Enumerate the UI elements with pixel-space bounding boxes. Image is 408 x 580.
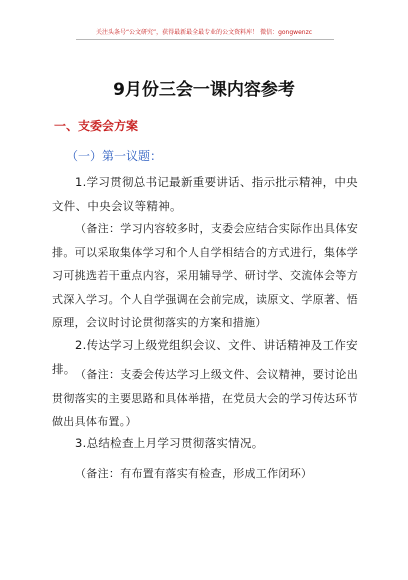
item-1-note: （备注：学习内容较多时，支委会应结合实际作出具体安排。可以采取集体学习和个人自学相结合的方式进行，集体学习可挑选若干重点内容，采用辅导学、研讨学、交流体会等方式深入学习。个人自学强调在会前完成，读原文、学原著、悟原理，会议时讨论贯彻落实的方案和措施） [52,222,358,329]
subsection-heading: （一）第一议题： [66,149,163,163]
page-title: 9月份三会一课内容参考 [113,80,295,100]
item-3-note: （备注：有布置有落实有检查，形成工作闭环） [75,467,313,480]
item-3-paragraph: 3.总结检查上月学习贯彻落实情况。 [75,436,264,450]
item-2-note: （备注：支委会传达学习上级文件、会议精神，要讨论出贯彻落实的主要思路和具体举措，在党员大会的学习传达环节做出具体布置。） [52,368,358,428]
header-banner: 关注头条号“公文研究”，获得最新最全最专业的公文资料库！ 微信：gongwenzc [95,29,313,36]
section-heading: 一、支委会方案 [54,119,139,133]
header-divider [76,39,334,40]
item-1-paragraph: 1.学习贯彻总书记最新重要讲话、指示批示精神，中央文件、中央会议等精神。 [52,175,358,213]
item-2-paragraph: 2.传达学习上级党组织会议、文件、讲话精神及工作安排。 [52,338,358,376]
